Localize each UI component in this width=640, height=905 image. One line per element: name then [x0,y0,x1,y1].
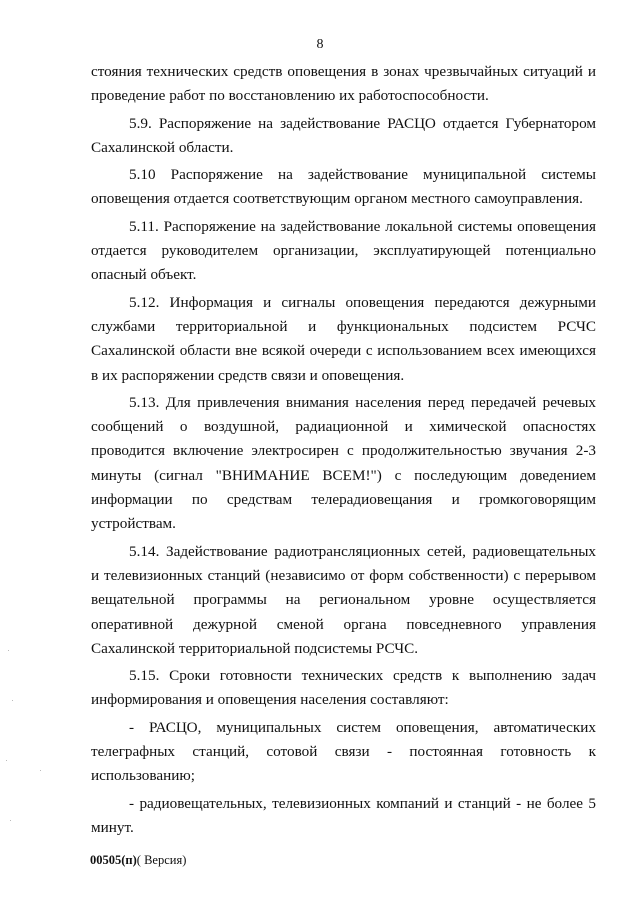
paragraph-5-12: 5.12. Информация и сигналы оповещения передаются дежурными службами территориальной и функциональных подсистем РСЧС Сахалинской области вне всякой очереди с использованием всех имеющихся в их распоряжении средств связи и оповещения. [91,293,596,384]
paragraph-continuation: стояния технических средств оповещения в зонах чрезвычайных ситуаций и проведение работ по восстановлению их работоспособности. [91,63,596,105]
scan-speck [8,650,9,651]
document-body [91,60,596,843]
page-number: 8 [316,37,324,52]
list-item-rasco: - РАСЦО, муниципальных систем оповещения, автоматических телеграфных станций, сотовой связи - постоянная готовность к использованию; [91,718,596,785]
paragraph-5-10: 5.10 Распоряжение на задействование муниципальной системы оповещения отдается соответствующим органом местного самоуправления. [91,166,596,208]
paragraph-5-9: 5.9. Распоряжение на задействование РАСЦО отдается Губернатором Сахалинской области. [91,114,596,156]
list-item-broadcast: - радиовещательных, телевизионных компаний и станций - не более 5 минут. [91,794,596,836]
paragraph-5-11: 5.11. Распоряжение на задействование локальной системы оповещения отдается руководителем организации, эксплуатирующей потенциально опасный объект. [91,217,596,284]
scan-speck [40,770,41,771]
scan-speck [10,820,11,821]
paragraph-5-13: 5.13. Для привлечения внимания населения перед передачей речевых сообщений о воздушной, радиационной и химической опасностях проводится включение электросирен с продолжительностью звучания 2-3 минуты (сигнал "ВНИМАНИЕ ВСЕМ!") с последующим доведением информации по средствам телерадиовещания и громкоговорящим устройствам. [91,393,596,533]
paragraph-5-14: 5.14. Задействование радиотрансляционных сетей, радиовещательных и телевизионных станций (независимо от форм собственности) с перерывом вещательной программы на региональном уровне осуществляется оперативной дежурной сменой органа повседневного управления Сахалинской территориальной подсистемы РСЧС. [91,542,596,657]
document-version: ( Версия) [136,853,187,867]
scan-speck [12,700,13,701]
paragraph-5-15: 5.15. Сроки готовности технических средств к выполнению задач информирования и оповещения населения составляют: [91,667,596,709]
scan-speck [6,760,7,761]
footer [90,853,186,868]
document-code: 00505(п) [90,853,137,867]
